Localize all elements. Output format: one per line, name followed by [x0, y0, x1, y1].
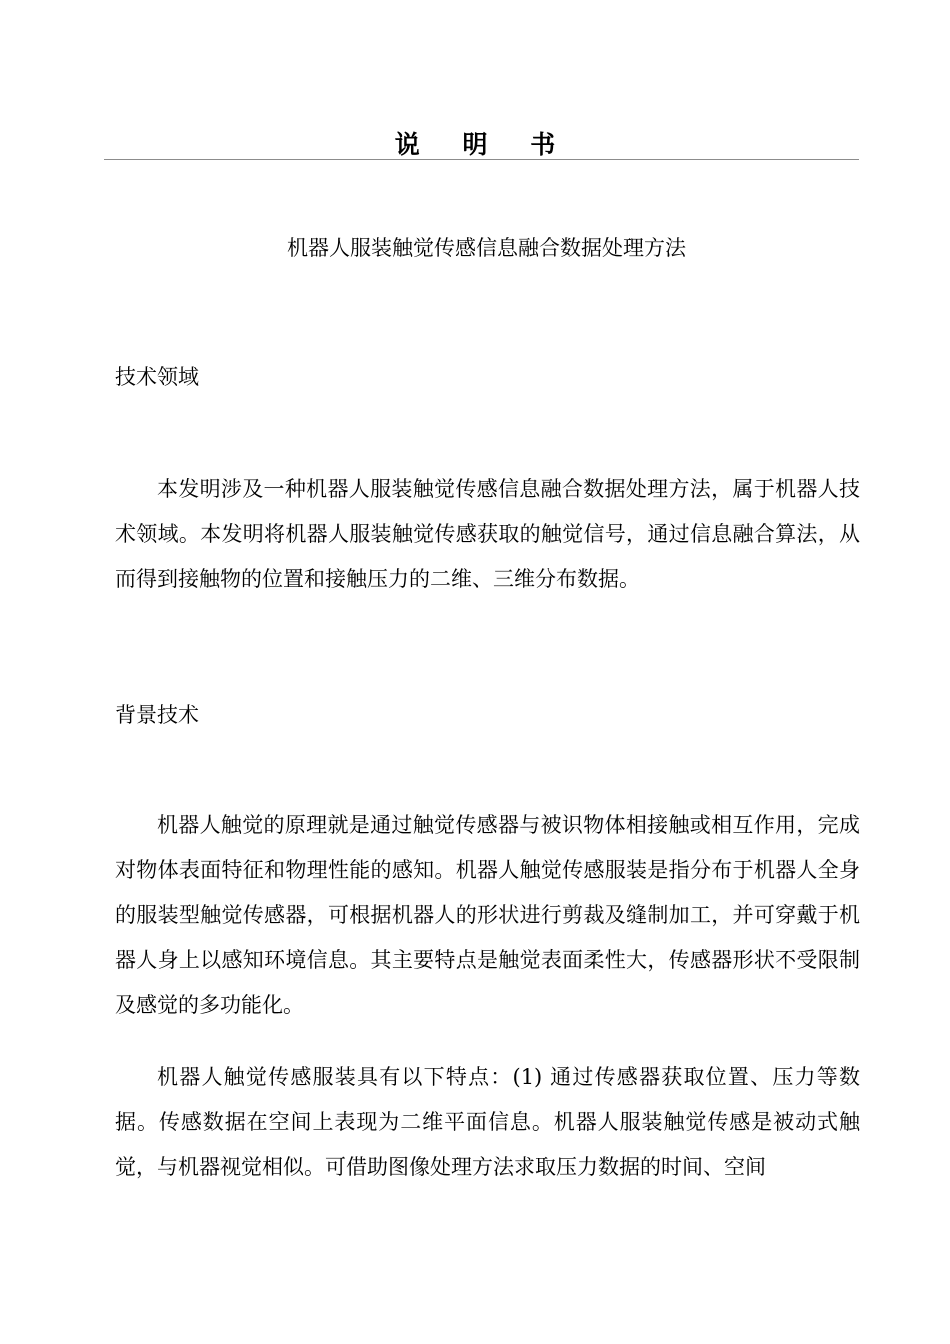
document-type-header	[0, 130, 950, 160]
header-char-1: 说	[394, 130, 420, 159]
section-heading-technical-field: 技术领域	[115, 365, 199, 389]
background-paragraph-2: 机器人触觉传感服装具有以下特点：(1) 通过传感器获取位置、压力等数据。传感数据在空间上表现为二维平面信息。机器人服装触觉传感是被动式触觉，与机器视觉相似。可借助图像处理方法求取压力数据的时间、空间	[115, 1065, 860, 1179]
background-paragraph-1: 机器人触觉的原理就是通过触觉传感器与被识物体相接触或相互作用，完成对物体表面特征和物理性能的感知。机器人触觉传感服装是指分布于机器人全身的服装型触觉传感器，可根据机器人的形状进行剪裁及缝制加工，并可穿戴于机器人身上以感知环境信息。其主要特点是触觉表面柔性大，传感器形状不受限制及感觉的多功能化。	[115, 813, 860, 1017]
header-divider	[104, 159, 859, 160]
section-heading-background: 背景技术	[115, 703, 199, 727]
header-char-2: 明	[462, 130, 488, 159]
header-char-3: 书	[530, 130, 556, 159]
invention-title: 机器人服装触觉传感信息融合数据处理方法	[287, 236, 686, 260]
technical-field-paragraph: 本发明涉及一种机器人服装触觉传感信息融合数据处理方法，属于机器人技术领域。本发明将机器人服装触觉传感获取的触觉信号，通过信息融合算法，从而得到接触物的位置和接触压力的二维、三维分布数据。	[115, 477, 860, 591]
